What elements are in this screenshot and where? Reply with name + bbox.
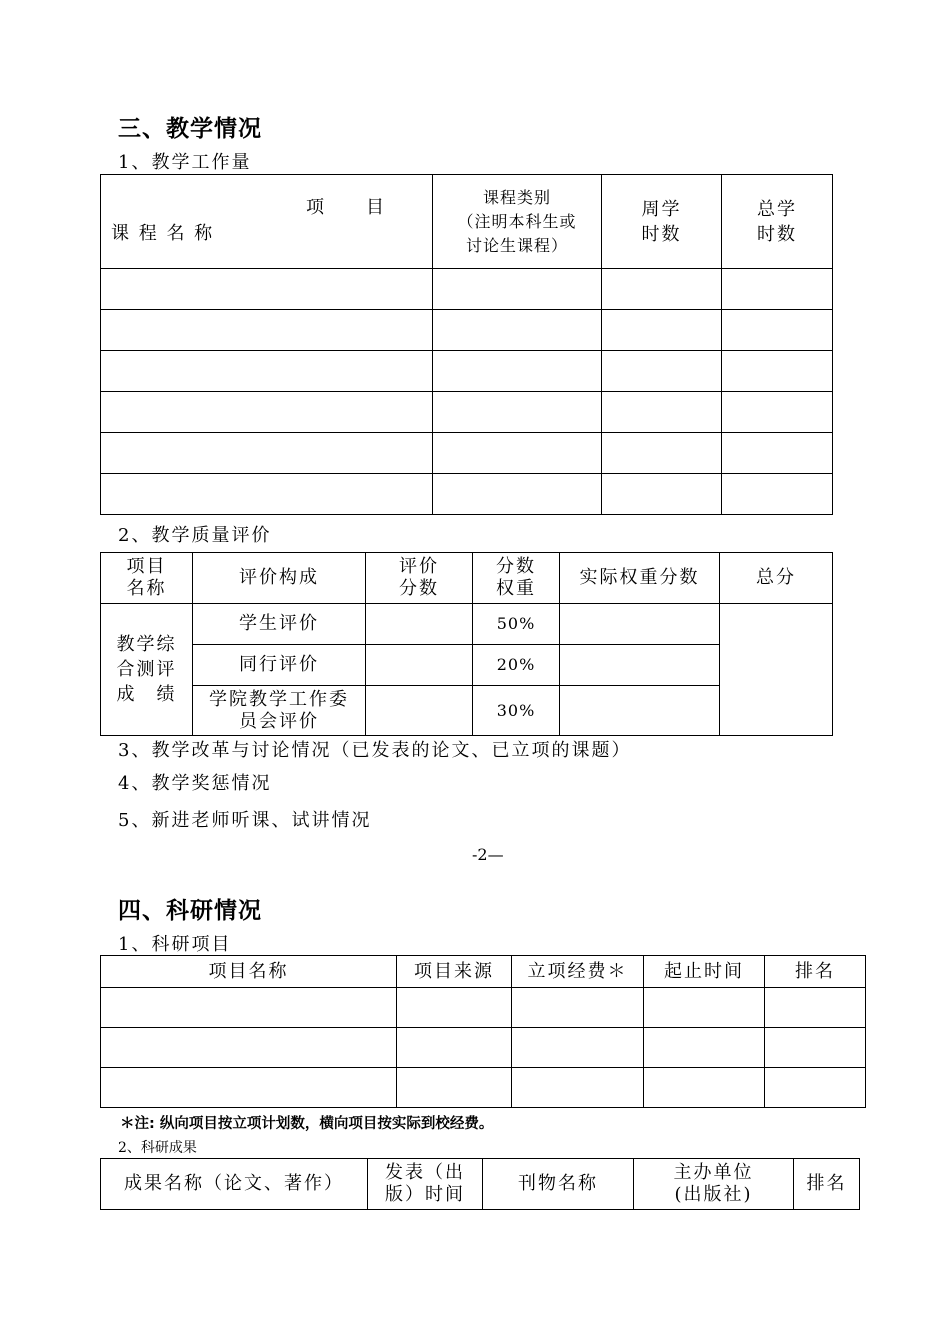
group-label-cell <box>101 604 193 736</box>
project-source-cell[interactable] <box>397 988 512 1028</box>
total-hours-cell[interactable] <box>722 269 833 310</box>
project-source-cell[interactable] <box>397 1028 512 1068</box>
header-score-weight <box>473 553 560 604</box>
course-name-cell[interactable] <box>101 433 433 474</box>
table-row <box>101 604 833 645</box>
actual-score-cell[interactable] <box>560 686 720 736</box>
subheading-new-teacher-observation: 5、新进老师听课、试讲情况 <box>118 810 372 831</box>
table-row <box>101 310 833 351</box>
header-course-category-line3: 讨论生课程） <box>465 235 568 255</box>
project-funding-cell[interactable] <box>512 1028 644 1068</box>
header-result-name: 成果名称（论文、著作） <box>101 1159 368 1210</box>
weekly-hours-cell[interactable] <box>602 392 722 433</box>
header-item-name-line2: 名称 <box>126 578 167 599</box>
weekly-hours-cell[interactable] <box>602 433 722 474</box>
course-category-cell[interactable] <box>433 474 602 515</box>
header-evaluation-score-line2: 分数 <box>399 578 439 599</box>
weekly-hours-cell[interactable] <box>602 474 722 515</box>
project-rank-cell[interactable] <box>765 1068 866 1108</box>
header-evaluation-score <box>366 553 473 604</box>
course-category-cell[interactable] <box>433 269 602 310</box>
course-name-cell[interactable] <box>101 392 433 433</box>
project-source-cell[interactable] <box>397 1068 512 1108</box>
header-weekly-hours-line2: 时数 <box>641 223 682 245</box>
project-period-cell[interactable] <box>644 1028 765 1068</box>
course-category-cell[interactable] <box>433 433 602 474</box>
total-hours-cell[interactable] <box>722 433 833 474</box>
funding-footnote: ＊注: 纵向项目按立项计划数，横向项目按实际到校经费。 <box>120 1116 494 1132</box>
composition-line1: 学院教学工作委 <box>209 688 349 710</box>
table-row <box>101 474 833 515</box>
course-name-cell[interactable] <box>101 310 433 351</box>
course-name-cell[interactable] <box>101 474 433 515</box>
projects-header-row <box>101 956 866 988</box>
header-organizer-line1: 主办单位 <box>673 1162 754 1183</box>
header-total-score: 总分 <box>720 553 833 604</box>
project-rank-cell[interactable] <box>765 1028 866 1068</box>
header-item-label: 项 目 <box>306 197 386 218</box>
subheading-research-projects: 1、科研项目 <box>118 934 232 955</box>
table-row <box>101 433 833 474</box>
group-label-line2: 合测评 <box>116 659 177 680</box>
project-rank-cell[interactable] <box>765 988 866 1028</box>
header-publish-time-line2: 版）时间 <box>385 1184 465 1205</box>
header-journal-name: 刊物名称 <box>483 1159 634 1210</box>
project-name-cell[interactable] <box>101 1028 397 1068</box>
weekly-hours-cell[interactable] <box>602 269 722 310</box>
total-hours-cell[interactable] <box>722 351 833 392</box>
course-name-cell[interactable] <box>101 269 433 310</box>
subheading-research-results: 2、科研成果 <box>118 1140 197 1156</box>
header-course-category-line2: （注明本科生或 <box>457 211 577 231</box>
header-publish-time <box>368 1159 483 1210</box>
header-course-category-line1: 课程类别 <box>482 187 551 207</box>
diagonal-header-cell <box>101 175 433 269</box>
score-cell[interactable] <box>366 645 473 686</box>
header-project-period: 起止时间 <box>644 956 765 988</box>
header-organizer-line2: (出版社) <box>674 1184 753 1205</box>
header-evaluation-composition: 评价构成 <box>193 553 366 604</box>
header-course-category <box>433 175 602 269</box>
teaching-quality-table <box>100 552 833 736</box>
subheading-teaching-workload: 1、教学工作量 <box>118 152 252 173</box>
table-row <box>101 269 833 310</box>
research-results-table <box>100 1158 860 1210</box>
project-period-cell[interactable] <box>644 988 765 1028</box>
workload-header-row <box>101 175 833 269</box>
actual-score-cell[interactable] <box>560 604 720 645</box>
table-row <box>101 988 866 1028</box>
weight-cell: 20% <box>473 645 560 686</box>
project-name-cell[interactable] <box>101 1068 397 1108</box>
total-hours-cell[interactable] <box>722 392 833 433</box>
quality-header-row <box>101 553 833 604</box>
table-row <box>101 1028 866 1068</box>
total-score-cell[interactable] <box>720 604 833 736</box>
header-project-name: 项目名称 <box>101 956 397 988</box>
composition-line2: 员会评价 <box>239 710 319 732</box>
table-row <box>101 351 833 392</box>
weekly-hours-cell[interactable] <box>602 351 722 392</box>
section-title-teaching: 三、教学情况 <box>118 116 262 142</box>
header-actual-weighted-score: 实际权重分数 <box>560 553 720 604</box>
group-label-line3: 成 绩 <box>116 684 177 705</box>
table-row <box>101 392 833 433</box>
header-weekly-hours <box>602 175 722 269</box>
composition-cell: 学生评价 <box>193 604 366 645</box>
course-category-cell[interactable] <box>433 310 602 351</box>
header-project-source: 项目来源 <box>397 956 512 988</box>
course-category-cell[interactable] <box>433 351 602 392</box>
total-hours-cell[interactable] <box>722 310 833 351</box>
results-header-row <box>101 1159 860 1210</box>
weight-cell: 50% <box>473 604 560 645</box>
actual-score-cell[interactable] <box>560 645 720 686</box>
table-row <box>101 1068 866 1108</box>
subheading-teaching-reform: 3、教学改革与讨论情况（已发表的论文、已立项的课题） <box>118 740 632 761</box>
score-cell[interactable] <box>366 686 473 736</box>
header-total-hours-line2: 时数 <box>757 223 797 245</box>
score-cell[interactable] <box>366 604 473 645</box>
page-number: -2— <box>472 845 504 864</box>
header-total-hours <box>722 175 833 269</box>
subheading-teaching-quality: 2、教学质量评价 <box>118 525 272 546</box>
subheading-teaching-awards: 4、教学奖惩情况 <box>118 773 272 794</box>
header-weekly-hours-line1: 周学 <box>641 198 682 220</box>
composition-cell: 同行评价 <box>193 645 366 686</box>
project-funding-cell[interactable] <box>512 988 644 1028</box>
group-label-line1: 教学综 <box>116 634 177 655</box>
project-funding-cell[interactable] <box>512 1068 644 1108</box>
research-projects-table <box>100 955 866 1108</box>
weekly-hours-cell[interactable] <box>602 310 722 351</box>
teaching-workload-table <box>100 174 833 515</box>
header-item-name <box>101 553 193 604</box>
header-organizer <box>634 1159 794 1210</box>
header-score-weight-line1: 分数 <box>496 556 536 577</box>
header-evaluation-score-line1: 评价 <box>399 556 439 577</box>
header-publish-time-line1: 发表（出 <box>385 1162 465 1183</box>
header-result-rank: 排名 <box>794 1159 860 1210</box>
project-name-cell[interactable] <box>101 988 397 1028</box>
total-hours-cell[interactable] <box>722 474 833 515</box>
header-score-weight-line2: 权重 <box>496 578 536 599</box>
header-project-funding: 立项经费＊ <box>512 956 644 988</box>
header-project-rank: 排名 <box>765 956 866 988</box>
header-item-name-line1: 项目 <box>126 556 167 577</box>
weight-cell: 30% <box>473 686 560 736</box>
header-course-name-label: 课 程 名 称 <box>111 223 215 244</box>
composition-cell <box>193 686 366 736</box>
project-period-cell[interactable] <box>644 1068 765 1108</box>
section-title-research: 四、科研情况 <box>118 898 262 924</box>
course-name-cell[interactable] <box>101 351 433 392</box>
course-category-cell[interactable] <box>433 392 602 433</box>
header-total-hours-line1: 总学 <box>757 198 797 220</box>
